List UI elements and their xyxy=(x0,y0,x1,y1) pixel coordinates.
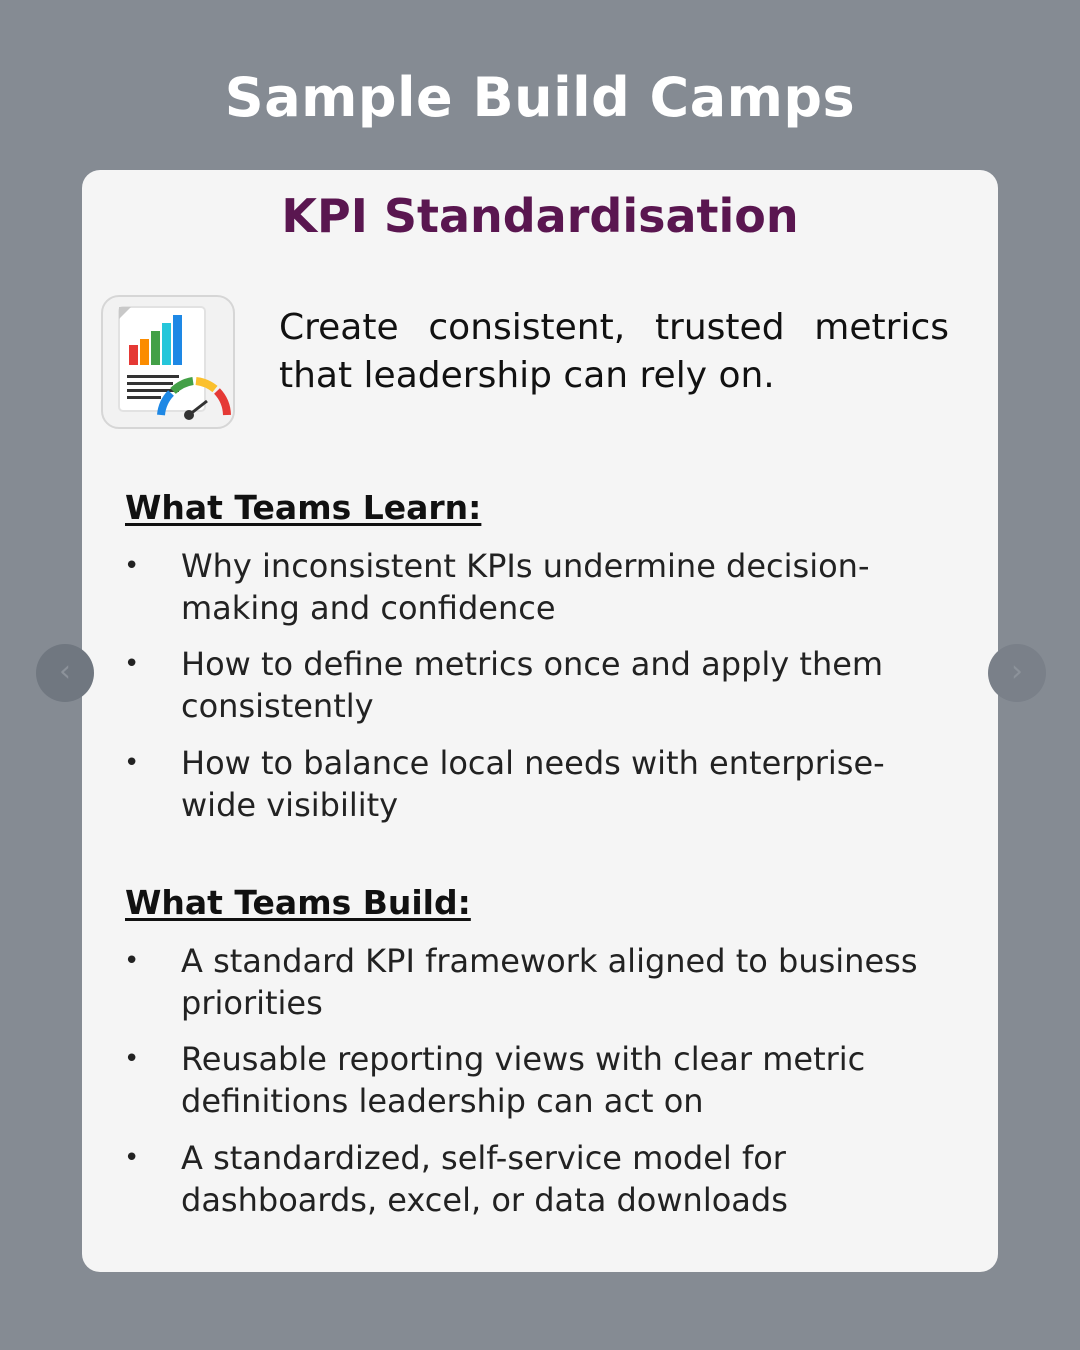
learn-item-3: • How to balance local needs with enterprise-wide visibility xyxy=(124,744,885,824)
build-item-3: • A standardized, self-service model for dashboards, excel, or data downloads xyxy=(124,1139,788,1219)
card-tagline: Create consistent, trusted metrics that leadership can rely on. xyxy=(279,307,949,396)
build-item-1: • A standard KPI framework aligned to business priorities xyxy=(124,942,918,1022)
page-title: Sample Build Camps xyxy=(224,66,856,129)
build-item-2: • Reusable reporting views with clear metric definitions leadership can act on xyxy=(124,1040,866,1120)
learn-item-2: • How to define metrics once and apply them consistently xyxy=(124,645,884,725)
kpi-report-gauge-icon xyxy=(101,295,235,429)
chevron-left-icon: ‹ xyxy=(59,654,71,689)
chevron-right-icon: › xyxy=(1011,654,1023,689)
next-slide-button[interactable] xyxy=(988,644,1046,702)
previous-slide-button[interactable] xyxy=(36,644,94,702)
learn-item-1: • Why inconsistent KPIs undermine decision-making and confidence xyxy=(124,547,870,627)
learn-heading: What Teams Learn: xyxy=(125,488,482,527)
build-heading: What Teams Build: xyxy=(125,883,471,922)
card-title: KPI Standardisation xyxy=(281,189,799,243)
